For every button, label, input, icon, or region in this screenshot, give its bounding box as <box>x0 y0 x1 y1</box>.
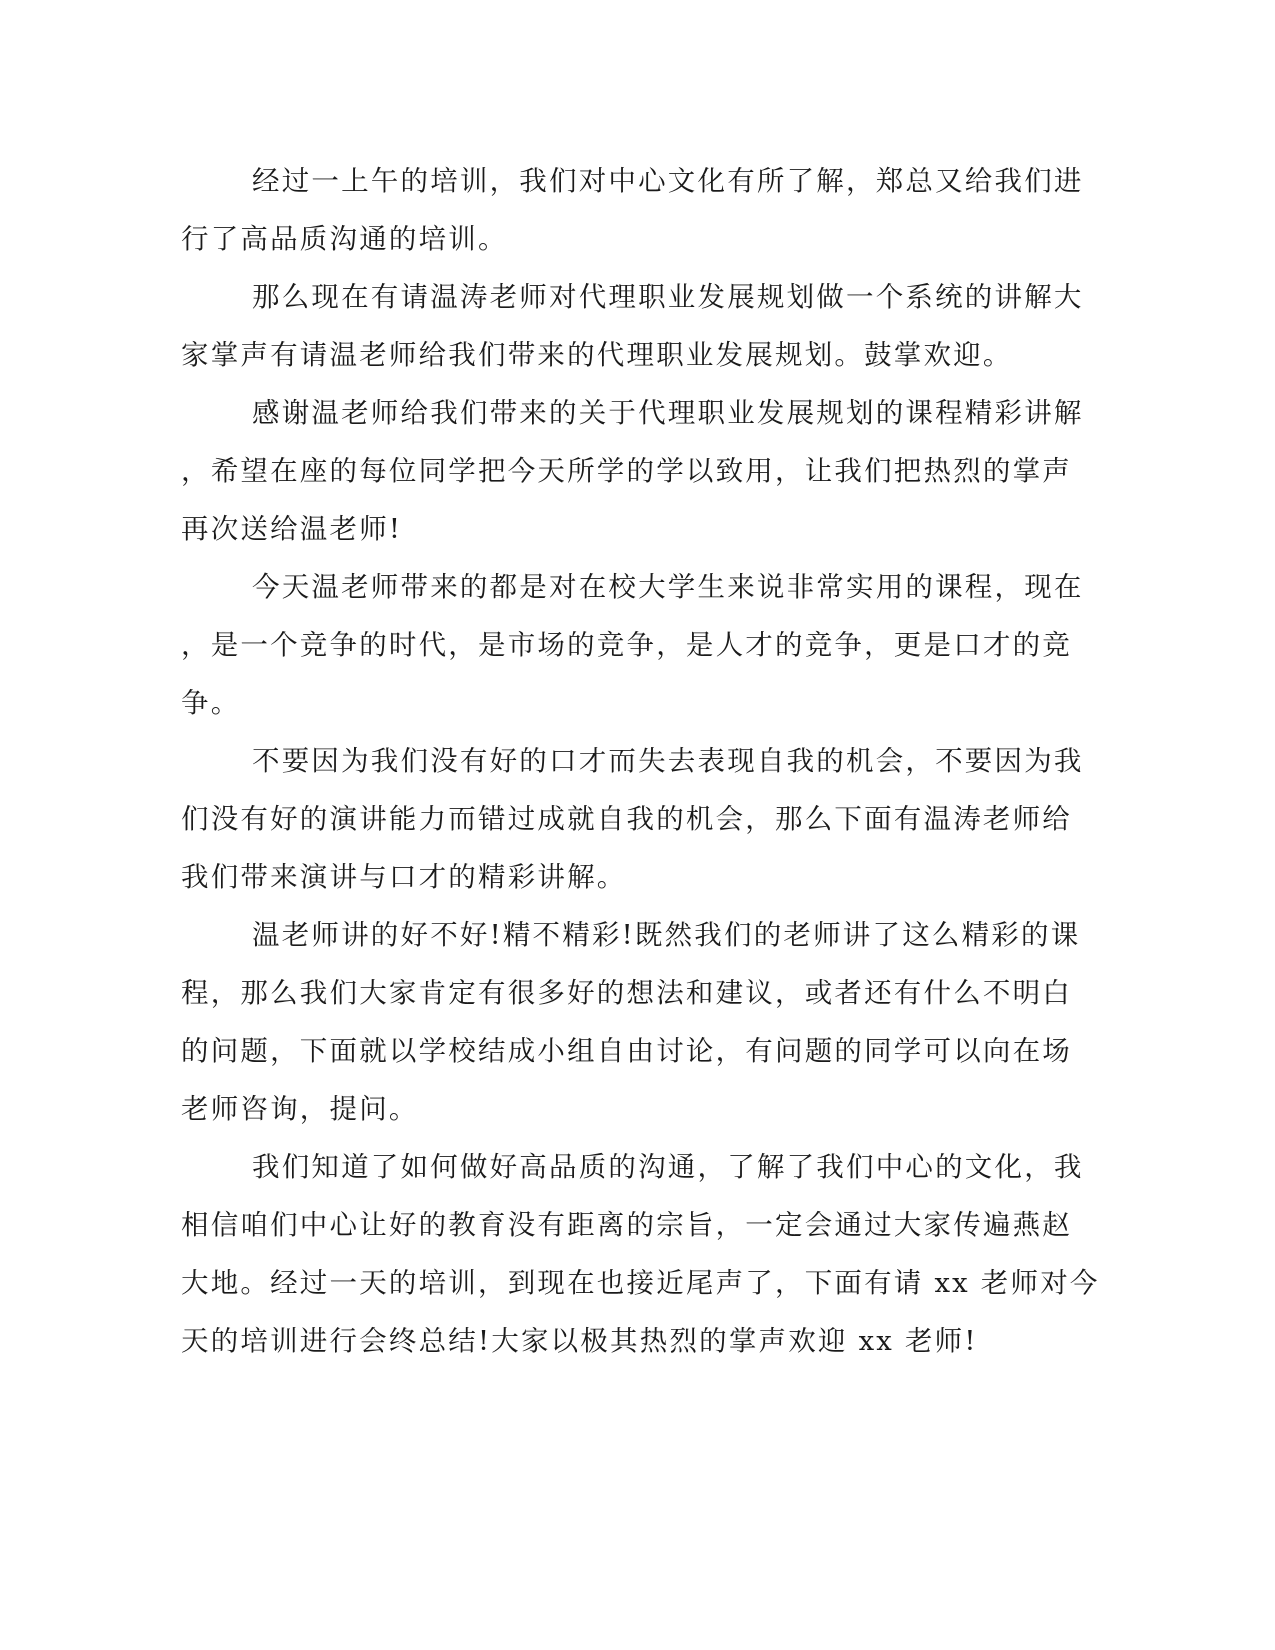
paragraph-line: 家掌声有请温老师给我们带来的代理职业发展规划。鼓掌欢迎。 <box>181 339 1013 371</box>
paragraph-line: 我们知道了如何做好高品质的沟通，了解了我们中心的文化，我 <box>252 1151 1084 1183</box>
paragraph-5 <box>181 732 1084 906</box>
paragraph-1 <box>181 152 1084 268</box>
document-body <box>181 152 1100 1370</box>
paragraph-line: 不要因为我们没有好的口才而失去表现自我的机会，不要因为我 <box>252 745 1084 777</box>
paragraph-line: 行了高品质沟通的培训。 <box>181 223 508 255</box>
paragraph-line: 老师咨询，提问。 <box>181 1093 419 1125</box>
paragraph-line: 温老师讲的好不好!精不精彩!既然我们的老师讲了这么精彩的课 <box>252 919 1081 951</box>
paragraph-line: 再次送给温老师! <box>181 513 403 545</box>
paragraph-line: 争。 <box>181 687 241 719</box>
paragraph-2 <box>181 268 1084 384</box>
paragraph-line: 我们带来演讲与口才的精彩讲解。 <box>181 861 627 893</box>
paragraph-line: 程，那么我们大家肯定有很多好的想法和建议，或者还有什么不明白 <box>181 977 1072 1009</box>
paragraph-6 <box>181 906 1081 1138</box>
paragraph-line: 相信咱们中心让好的教育没有距离的宗旨，一定会通过大家传遍燕赵 <box>181 1209 1072 1241</box>
paragraph-7 <box>181 1138 1100 1370</box>
paragraph-3 <box>181 384 1084 558</box>
paragraph-line: 经过一上午的培训，我们对中心文化有所了解，郑总又给我们进 <box>252 165 1084 197</box>
paragraph-line: 大地。经过一天的培训，到现在也接近尾声了，下面有请 xx 老师对今 <box>181 1267 1100 1299</box>
paragraph-line: 今天温老师带来的都是对在校大学生来说非常实用的课程，现在 <box>252 571 1084 603</box>
paragraph-line: ，是一个竞争的时代，是市场的竞争，是人才的竞争，更是口才的竞 <box>181 629 1072 661</box>
paragraph-line: 的问题，下面就以学校结成小组自由讨论，有问题的同学可以向在场 <box>181 1035 1072 1067</box>
paragraph-line: 们没有好的演讲能力而错过成就自我的机会，那么下面有温涛老师给 <box>181 803 1072 835</box>
paragraph-4 <box>181 558 1084 732</box>
paragraph-line: ，希望在座的每位同学把今天所学的学以致用，让我们把热烈的掌声 <box>181 455 1072 487</box>
paragraph-line: 那么现在有请温涛老师对代理职业发展规划做一个系统的讲解大 <box>252 281 1084 313</box>
paragraph-line: 感谢温老师给我们带来的关于代理职业发展规划的课程精彩讲解 <box>252 397 1084 429</box>
paragraph-line: 天的培训进行会终总结!大家以极其热烈的掌声欢迎 xx 老师! <box>181 1325 978 1357</box>
